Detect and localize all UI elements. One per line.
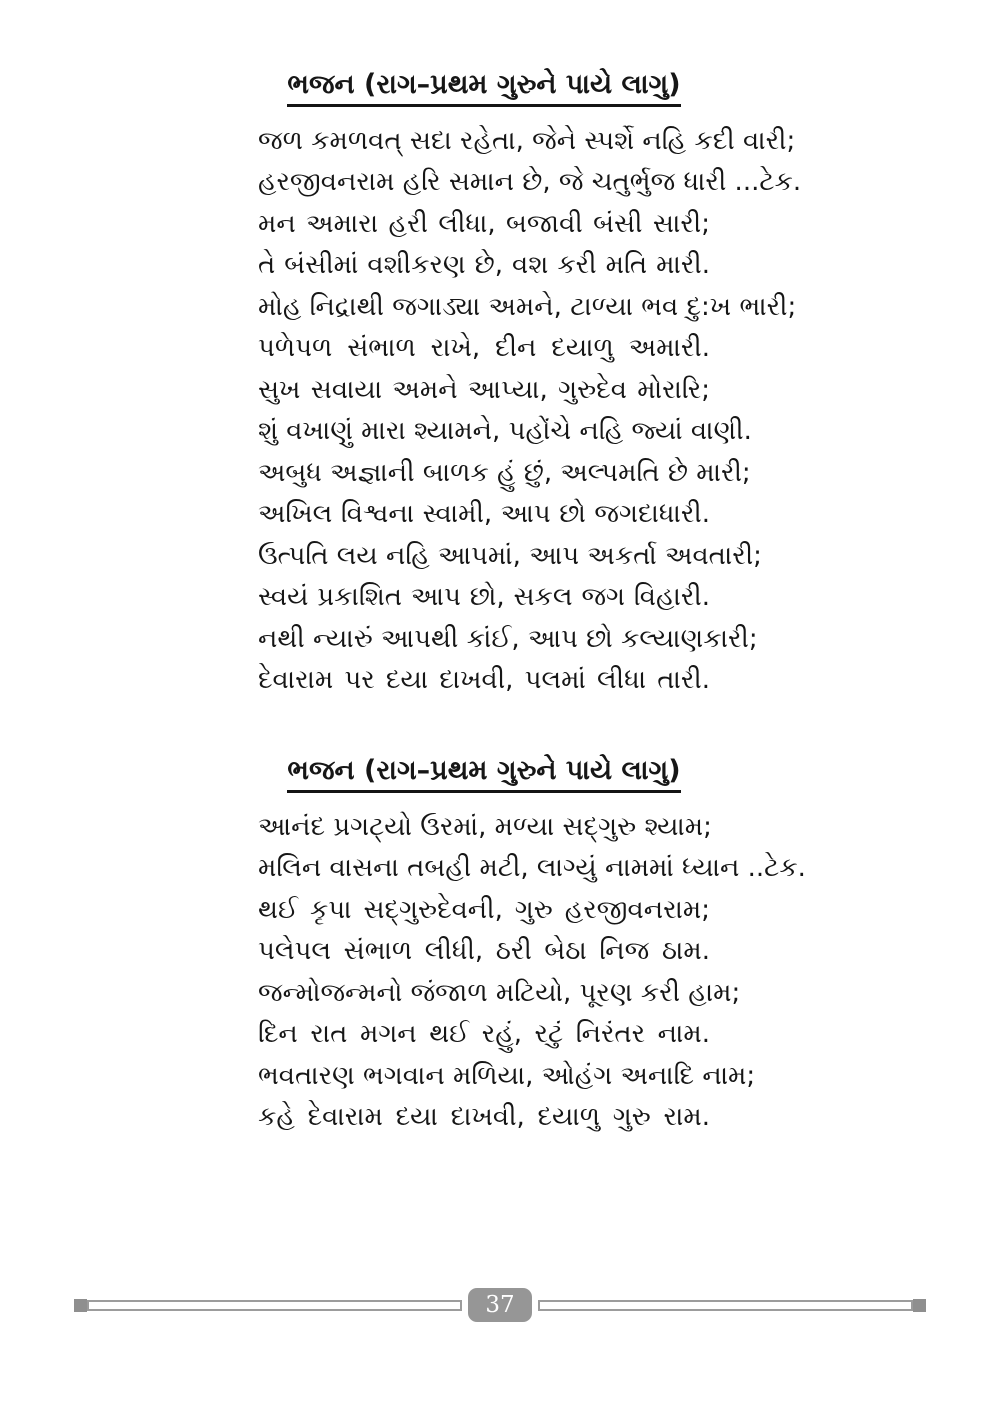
page-number: 37 (485, 1292, 515, 1318)
verse-line: શું વખાણું મારા શ્યામને, પહોંચે નહિ જ્યાં વાણી. (258, 416, 752, 447)
verse-line: પળેપળ સંભાળ રાખે, દીન દયાળુ અમારી. (258, 333, 710, 364)
verse-line: તે બંસીમાં વશીકરણ છે, વશ કરી મતિ મારી. (258, 250, 710, 281)
bhajan-1-title: ભજન (રાગ–પ્રથમ ગુરુને પાયે લાગુ) (287, 68, 680, 107)
footer-rule-right-segment (538, 1300, 913, 1311)
verse-line: મન અમારા હરી લીધા, બજાવી બંસી સારી; (258, 208, 710, 239)
verse-line: પલેપલ સંભાળ લીધી, ઠરી બેઠા નિજ ઠામ. (258, 936, 710, 966)
verse-line: આનંદ પ્રગટ્યો ઉરમાં, મળ્યા સદ્ગુરુ શ્યામ; (258, 811, 712, 842)
page-number-badge (468, 1288, 532, 1322)
verse-line: કહે દેવારામ દયા દાખવી, દયાળુ ગુરુ રામ. (258, 1102, 710, 1132)
verse-line: દેવારામ પર દયા દાખવી, પલમાં લીધા તારી. (258, 665, 710, 696)
footer-rule (74, 1288, 926, 1322)
verse-line: થઈ કૃપા સદ્ગુરુદેવની, ગુરુ હરજીવનરામ; (258, 894, 710, 925)
verse-line: ઉત્પતિ લય નહિ આપમાં, આપ અકર્તા અવતારી; (258, 540, 762, 571)
verse-line: અબુધ અજ્ઞાની બાળક હું છું, અલ્પમતિ છે મારી; (258, 457, 751, 488)
verse-line: જળ કમળવત્ સદા રહેતા, જેને સ્પર્શે નહિ કદી વારી; (258, 125, 796, 156)
verse-line: હરજીવનરામ હરિ સમાન છે, જે ચતુર્ભુજ ધારી ...ટેક. (258, 167, 802, 198)
bhajan-section-2 (258, 754, 806, 1139)
bhajan-2-title-row (258, 754, 710, 793)
bhajan-2-title: ભજન (રાગ–પ્રથમ ગુરુને પાયે લાગુ) (287, 754, 680, 793)
text-column (258, 68, 806, 1139)
verse-line: સુખ સવાયા અમને આપ્યા, ગુરુદેવ મોરારિ; (258, 374, 710, 405)
bhajan-1-title-row (258, 68, 710, 107)
footer-rule-right-cap (913, 1299, 926, 1312)
verse-line: દિન રાત મગન થઈ રહું, રટું નિરંતર નામ. (258, 1019, 710, 1049)
verse-line: સ્વયં પ્રકાશિત આપ છો, સકલ જગ વિહારી. (258, 582, 710, 613)
verse-line: ભવતારણ ભગવાન મળિયા, ઓહંગ અનાદિ નામ; (258, 1060, 756, 1091)
bhajan-section-1 (258, 68, 802, 702)
bhajan-1-verse (258, 121, 802, 702)
verse-line: મોહ નિદ્રાથી જગાડ્યા અમને, ટાળ્યા ભવ દુ:ખ ભારી; (258, 291, 797, 322)
verse-line: જન્મોજન્મનો જંજાળ મટિયો, પૂરણ કરી હામ; (258, 977, 741, 1008)
footer-rule-left-segment (87, 1300, 462, 1311)
verse-line: અખિલ વિશ્વના સ્વામી, આપ છો જગદાધારી. (258, 499, 710, 530)
bhajan-2-verse (258, 807, 806, 1139)
verse-line: નથી ન્યારું આપથી કાંઈ, આપ છો કલ્યાણકારી; (258, 623, 758, 654)
verse-line: મલિન વાસના તબહી મટી, લાગ્યું નામમાં ધ્યાન ..ટેક. (258, 853, 806, 883)
footer-rule-left-cap (74, 1299, 87, 1312)
